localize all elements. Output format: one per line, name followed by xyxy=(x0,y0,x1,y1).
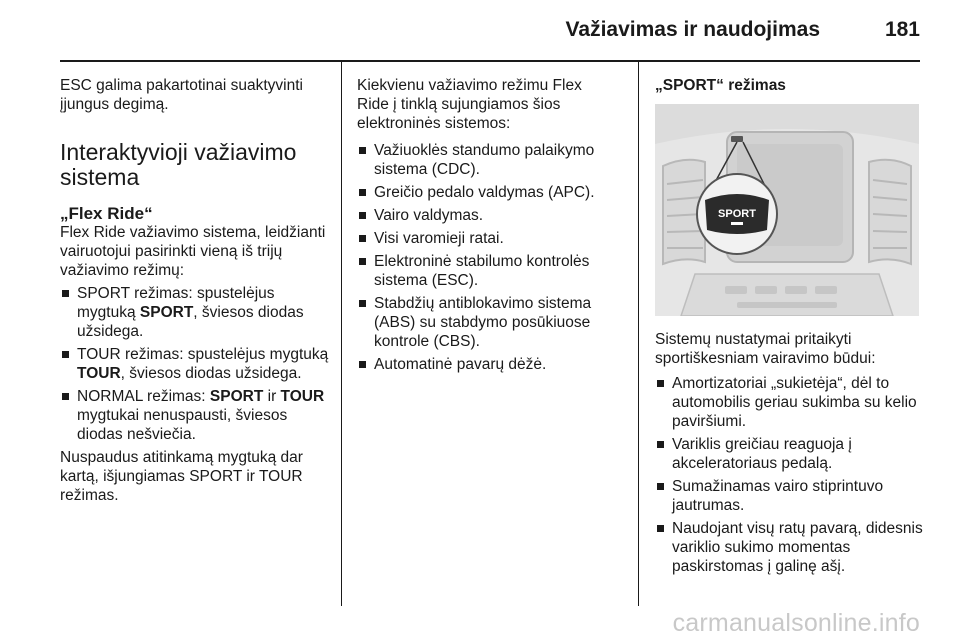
list-item: Visi varomieji ratai. xyxy=(357,229,615,248)
list-item: Stabdžių antiblokavimo sistema (ABS) su stabdymo posūkiuose kontrole (CBS). xyxy=(357,294,615,351)
list-item: Greičio pedalo valdymas (APC). xyxy=(357,183,615,202)
bullet-square-icon xyxy=(359,147,366,154)
bullet-square-icon xyxy=(359,258,366,265)
section-title: Interaktyvioji važiavimo sistema xyxy=(60,139,297,190)
list-item: Naudojant visų ratų pavarą, didesnis variklio sukimo momentas paskirstomas į galinę ašį. xyxy=(655,519,927,576)
list-item: NORMAL režimas: SPORT ir TOUR mygtukai nenuspausti, šviesos diodas nešviečia. xyxy=(60,387,330,444)
bullet-square-icon xyxy=(359,189,366,196)
networked-systems-intro: Kiekvienu važiavimo režimu Flex Ride į tinklą sujungiamos šios elektroninės sistemos: xyxy=(357,77,582,132)
sport-mode-heading: „SPORT“ režimas xyxy=(655,77,786,94)
bullet-square-icon xyxy=(359,300,366,307)
chapter-title: Važiavimas ir naudojimas xyxy=(565,18,820,41)
bullet-square-icon xyxy=(62,290,69,297)
list-item: SPORT režimas: spustelėjus mygtuką SPORT, šviesos diodas užsidega. xyxy=(60,284,330,341)
bullet-square-icon xyxy=(359,212,366,219)
list-item: Važiuoklės standumo palaikymo sistema (CDC). xyxy=(357,141,615,179)
column-3 xyxy=(655,76,927,580)
watermark: carmanualsonline.info xyxy=(672,609,920,637)
list-item: TOUR režimas: spustelėjus mygtuką TOUR, šviesos diodas užsidega. xyxy=(60,345,330,383)
list-item: Variklis greičiau reaguoja į akceleratoriaus pedalą. xyxy=(655,435,927,473)
bullet-square-icon xyxy=(359,235,366,242)
sport-settings-list xyxy=(655,374,927,576)
driving-modes-list xyxy=(60,284,330,444)
list-item: Vairo valdymas. xyxy=(357,206,615,225)
networked-systems-list xyxy=(357,141,615,374)
column-1 xyxy=(60,76,330,505)
dashboard-drawing xyxy=(655,104,919,316)
bullet-square-icon xyxy=(657,525,664,532)
bullet-square-icon xyxy=(62,393,69,400)
sport-mode-intro: Sistemų nustatymai pritaikyti sportiškesniam vairavimo būdui: xyxy=(655,331,876,367)
bullet-square-icon xyxy=(62,351,69,358)
list-item: Automatinė pavarų dėžė. xyxy=(357,355,615,374)
bullet-square-icon xyxy=(359,361,366,368)
bullet-square-icon xyxy=(657,441,664,448)
flex-ride-heading: „Flex Ride“ xyxy=(60,204,153,223)
flex-ride-description: Flex Ride važiavimo sistema, leidžianti vairuotojui pasirinkti vieną iš trijų važiavimo režimų: xyxy=(60,224,326,279)
column-divider xyxy=(341,60,342,606)
page-number: 181 xyxy=(884,18,920,41)
page-header xyxy=(60,0,920,62)
dashboard-illustration xyxy=(655,104,919,316)
bullet-square-icon xyxy=(657,483,664,490)
sport-button-label: SPORT xyxy=(718,208,756,220)
column-divider xyxy=(638,60,639,606)
bullet-square-icon xyxy=(657,380,664,387)
list-item: Elektroninė stabilumo kontrolės sistema (ESC). xyxy=(357,252,615,290)
esc-reactivation-note: ESC galima pakartotinai suaktyvinti įjungus degimą. xyxy=(60,77,303,113)
mode-toggle-note: Nuspaudus atitinkamą mygtuką dar kartą, išjungiamas SPORT ir TOUR režimas. xyxy=(60,449,303,504)
list-item: Sumažinamas vairo stiprintuvo jautrumas. xyxy=(655,477,927,515)
list-item: Amortizatoriai „sukietėja“, dėl to automobilis geriau sukimba su kelio paviršiumi. xyxy=(655,374,927,431)
column-2 xyxy=(357,76,615,378)
